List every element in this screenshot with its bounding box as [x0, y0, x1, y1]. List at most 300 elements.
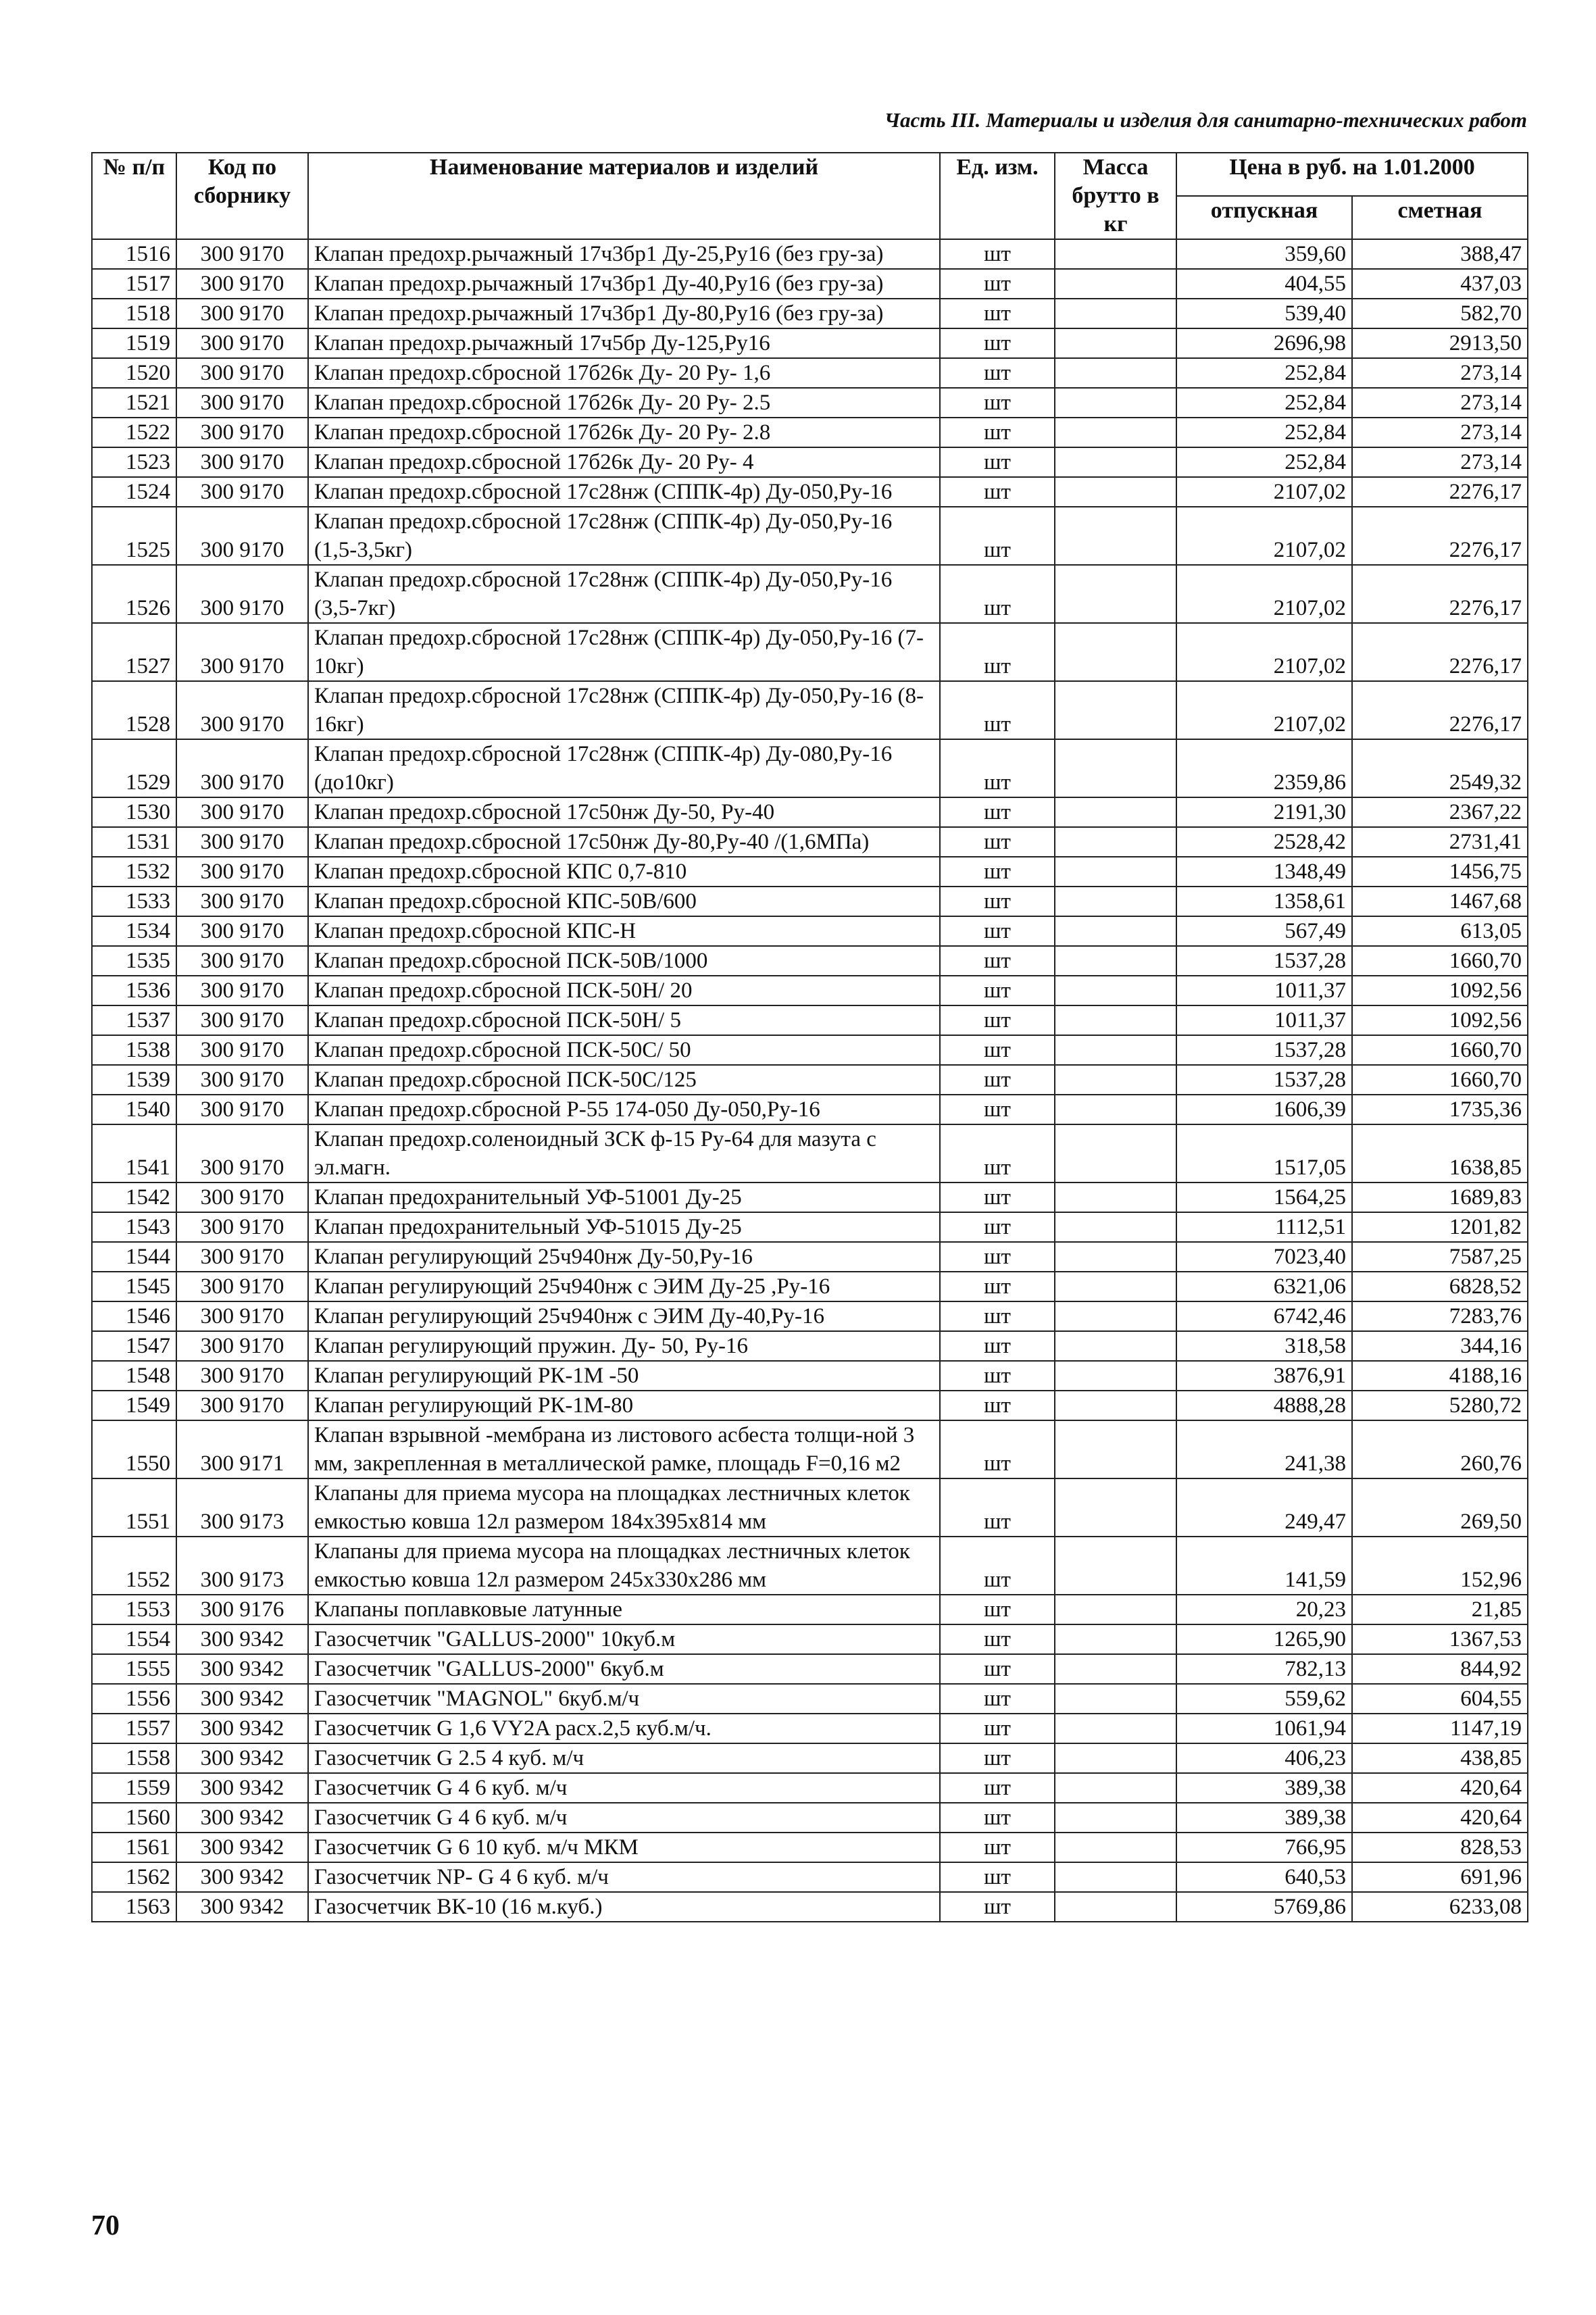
row-code: 300 9342	[176, 1833, 308, 1862]
table-header	[92, 153, 1528, 239]
row-number: 1559	[92, 1773, 176, 1803]
row-unit: шт	[940, 739, 1055, 797]
row-price-estimate: 7587,25	[1352, 1242, 1528, 1272]
table-row	[92, 1684, 1528, 1714]
row-price-release: 359,60	[1176, 239, 1352, 269]
row-code: 300 9171	[176, 1420, 308, 1478]
row-number: 1526	[92, 565, 176, 623]
row-name: Клапан предохр.рычажный 17ч3бр1 Ду-40,Ру16 (без гру-за)	[308, 269, 940, 299]
row-mass	[1055, 1272, 1176, 1301]
row-number: 1554	[92, 1624, 176, 1654]
table-row	[92, 976, 1528, 1005]
row-price-estimate: 420,64	[1352, 1803, 1528, 1833]
row-price-estimate: 273,14	[1352, 418, 1528, 447]
row-unit: шт	[940, 797, 1055, 827]
table-row	[92, 447, 1528, 477]
row-mass	[1055, 1654, 1176, 1684]
row-mass	[1055, 1391, 1176, 1420]
page-number: 70	[91, 2210, 120, 2241]
row-name: Клапан предохр.сбросной ПСК-50Н/ 20	[308, 976, 940, 1005]
row-name: Клапан предохр.сбросной 17с28нж (СППК-4р) Ду-050,Ру-16 (7-10кг)	[308, 623, 940, 681]
row-unit: шт	[940, 328, 1055, 358]
row-unit: шт	[940, 1714, 1055, 1743]
row-price-estimate: 273,14	[1352, 447, 1528, 477]
row-unit: шт	[940, 1065, 1055, 1095]
row-number: 1528	[92, 681, 176, 739]
row-name: Клапан предохр.сбросной 17с28нж (СППК-4р) Ду-080,Ру-16 (до10кг)	[308, 739, 940, 797]
row-number: 1527	[92, 623, 176, 681]
row-price-release: 1517,05	[1176, 1124, 1352, 1183]
row-mass	[1055, 1595, 1176, 1624]
row-mass	[1055, 447, 1176, 477]
row-unit: шт	[940, 1095, 1055, 1124]
row-code: 300 9170	[176, 1391, 308, 1420]
row-price-estimate: 844,92	[1352, 1654, 1528, 1684]
table-row	[92, 1331, 1528, 1361]
row-number: 1524	[92, 477, 176, 507]
row-name: Клапан предохр.сбросной 17с28нж (СППК-4р) Ду-050,Ру-16 (3,5-7кг)	[308, 565, 940, 623]
row-unit: шт	[940, 269, 1055, 299]
row-number: 1542	[92, 1183, 176, 1212]
row-mass	[1055, 1862, 1176, 1892]
row-price-estimate: 388,47	[1352, 239, 1528, 269]
row-mass	[1055, 1624, 1176, 1654]
table-row	[92, 797, 1528, 827]
row-name: Клапан предохр.сбросной 17б26к Ду- 20 Ру- 4	[308, 447, 940, 477]
row-unit: шт	[940, 1391, 1055, 1420]
row-code: 300 9170	[176, 1183, 308, 1212]
row-mass	[1055, 1803, 1176, 1833]
row-price-estimate: 1201,82	[1352, 1212, 1528, 1242]
row-price-estimate: 1660,70	[1352, 1035, 1528, 1065]
table-row	[92, 1654, 1528, 1684]
table-row	[92, 1478, 1528, 1537]
row-unit: шт	[940, 1862, 1055, 1892]
row-price-release: 389,38	[1176, 1773, 1352, 1803]
row-price-release: 640,53	[1176, 1862, 1352, 1892]
row-price-estimate: 1092,56	[1352, 976, 1528, 1005]
row-number: 1558	[92, 1743, 176, 1773]
row-number: 1520	[92, 358, 176, 388]
table-row	[92, 1833, 1528, 1862]
table-row	[92, 1862, 1528, 1892]
row-name: Клапан предохранительный УФ-51001 Ду-25	[308, 1183, 940, 1212]
row-mass	[1055, 565, 1176, 623]
row-price-estimate: 613,05	[1352, 916, 1528, 946]
row-code: 300 9170	[176, 507, 308, 565]
row-unit: шт	[940, 1331, 1055, 1361]
price-table	[91, 152, 1528, 1922]
row-price-release: 318,58	[1176, 1331, 1352, 1361]
table-row	[92, 1361, 1528, 1391]
row-code: 300 9170	[176, 1095, 308, 1124]
row-number: 1546	[92, 1301, 176, 1331]
table-row	[92, 1420, 1528, 1478]
row-price-release: 1564,25	[1176, 1183, 1352, 1212]
row-name: Клапан предохр.сбросной КПС-Н	[308, 916, 940, 946]
row-code: 300 9170	[176, 681, 308, 739]
row-number: 1517	[92, 269, 176, 299]
row-price-release: 1348,49	[1176, 857, 1352, 887]
row-unit: шт	[940, 358, 1055, 388]
row-price-estimate: 2367,22	[1352, 797, 1528, 827]
row-price-release: 1358,61	[1176, 887, 1352, 916]
row-code: 300 9170	[176, 299, 308, 328]
row-price-release: 7023,40	[1176, 1242, 1352, 1272]
row-price-release: 567,49	[1176, 916, 1352, 946]
row-unit: шт	[940, 623, 1055, 681]
row-mass	[1055, 946, 1176, 976]
row-price-estimate: 2913,50	[1352, 328, 1528, 358]
table-row	[92, 565, 1528, 623]
row-name: Газосчетчик "GALLUS-2000" 6куб.м	[308, 1654, 940, 1684]
row-mass	[1055, 1005, 1176, 1035]
table-row	[92, 1212, 1528, 1242]
row-number: 1553	[92, 1595, 176, 1624]
row-mass	[1055, 299, 1176, 328]
row-mass	[1055, 1301, 1176, 1331]
row-code: 300 9170	[176, 827, 308, 857]
row-price-estimate: 420,64	[1352, 1773, 1528, 1803]
row-price-release: 1606,39	[1176, 1095, 1352, 1124]
row-code: 300 9342	[176, 1743, 308, 1773]
row-number: 1533	[92, 887, 176, 916]
row-code: 300 9170	[176, 1301, 308, 1331]
row-number: 1523	[92, 447, 176, 477]
table-row	[92, 388, 1528, 418]
row-price-release: 6742,46	[1176, 1301, 1352, 1331]
row-unit: шт	[940, 1035, 1055, 1065]
row-mass	[1055, 1743, 1176, 1773]
row-unit: шт	[940, 1301, 1055, 1331]
row-number: 1555	[92, 1654, 176, 1684]
header-mass: Масса брутто в кг	[1055, 153, 1176, 239]
row-code: 300 9342	[176, 1773, 308, 1803]
row-number: 1543	[92, 1212, 176, 1242]
table-row	[92, 269, 1528, 299]
table-row	[92, 739, 1528, 797]
row-price-estimate: 437,03	[1352, 269, 1528, 299]
row-price-release: 2107,02	[1176, 507, 1352, 565]
row-price-estimate: 21,85	[1352, 1595, 1528, 1624]
row-price-release: 252,84	[1176, 418, 1352, 447]
row-name: Клапаны для приема мусора на площадках лестничных клеток емкостью ковша 12л размером 245х330х286 мм	[308, 1537, 940, 1595]
row-name: Клапан взрывной -мембрана из листового асбеста толщи-ной 3 мм, закрепленная в металлической рамке, площадь F=0,16 м2	[308, 1420, 940, 1478]
row-unit: шт	[940, 388, 1055, 418]
row-code: 300 9170	[176, 1242, 308, 1272]
row-number: 1549	[92, 1391, 176, 1420]
row-number: 1539	[92, 1065, 176, 1095]
table-row	[92, 1065, 1528, 1095]
row-price-estimate: 1735,36	[1352, 1095, 1528, 1124]
row-code: 300 9170	[176, 623, 308, 681]
row-name: Клапан предохр.сбросной КПС 0,7-810	[308, 857, 940, 887]
row-name: Клапан предохр.сбросной ПСК-50С/ 50	[308, 1035, 940, 1065]
row-price-estimate: 2276,17	[1352, 623, 1528, 681]
row-mass	[1055, 681, 1176, 739]
row-price-release: 1011,37	[1176, 976, 1352, 1005]
row-price-estimate: 260,76	[1352, 1420, 1528, 1478]
row-code: 300 9342	[176, 1892, 308, 1922]
row-unit: шт	[940, 1212, 1055, 1242]
row-price-estimate: 6233,08	[1352, 1892, 1528, 1922]
row-mass	[1055, 1212, 1176, 1242]
row-name: Клапан предохр.сбросной 17с50нж Ду-50, Ру-40	[308, 797, 940, 827]
row-name: Газосчетчик G 6 10 куб. м/ч МКМ	[308, 1833, 940, 1862]
row-name: Клапан предохр.сбросной ПСК-50С/125	[308, 1065, 940, 1095]
row-price-release: 404,55	[1176, 269, 1352, 299]
header-price-release: отпускная	[1176, 196, 1352, 239]
table-row	[92, 623, 1528, 681]
row-name: Клапан предохр.рычажный 17ч5бр Ду-125,Ру16	[308, 328, 940, 358]
row-unit: шт	[940, 1833, 1055, 1862]
row-price-release: 1265,90	[1176, 1624, 1352, 1654]
row-code: 300 9170	[176, 946, 308, 976]
row-name: Клапан регулирующий РК-1М -50	[308, 1361, 940, 1391]
row-number: 1541	[92, 1124, 176, 1183]
table-row	[92, 507, 1528, 565]
row-mass	[1055, 1684, 1176, 1714]
row-code: 300 9170	[176, 857, 308, 887]
row-mass	[1055, 739, 1176, 797]
row-price-release: 2528,42	[1176, 827, 1352, 857]
table-row	[92, 946, 1528, 976]
row-price-release: 3876,91	[1176, 1361, 1352, 1391]
header-num: № п/п	[92, 153, 176, 239]
table-row	[92, 1301, 1528, 1331]
row-number: 1552	[92, 1537, 176, 1595]
table-row	[92, 1803, 1528, 1833]
row-price-estimate: 828,53	[1352, 1833, 1528, 1862]
table-row	[92, 1095, 1528, 1124]
row-name: Клапан предохр.сбросной 17с28нж (СППК-4р) Ду-050,Ру-16	[308, 477, 940, 507]
header-unit: Ед. изм.	[940, 153, 1055, 239]
row-code: 300 9170	[176, 1065, 308, 1095]
table-row	[92, 1035, 1528, 1065]
row-mass	[1055, 1773, 1176, 1803]
table-body	[92, 239, 1528, 1922]
row-name: Клапан предохр.рычажный 17ч3бр1 Ду-80,Ру16 (без гру-за)	[308, 299, 940, 328]
row-price-estimate: 1456,75	[1352, 857, 1528, 887]
row-price-release: 1011,37	[1176, 1005, 1352, 1035]
row-code: 300 9170	[176, 1272, 308, 1301]
row-code: 300 9170	[176, 887, 308, 916]
table-row	[92, 827, 1528, 857]
row-name: Клапан регулирующий 25ч940нж с ЭИМ Ду-40,Ру-16	[308, 1301, 940, 1331]
row-code: 300 9170	[176, 916, 308, 946]
row-number: 1548	[92, 1361, 176, 1391]
row-price-release: 1537,28	[1176, 946, 1352, 976]
row-code: 300 9173	[176, 1478, 308, 1537]
row-price-estimate: 7283,76	[1352, 1301, 1528, 1331]
row-price-release: 241,38	[1176, 1420, 1352, 1478]
row-code: 300 9170	[176, 1331, 308, 1361]
row-mass	[1055, 797, 1176, 827]
row-name: Газосчетчик G 1,6 VY2A расх.2,5 куб.м/ч.	[308, 1714, 940, 1743]
row-mass	[1055, 1095, 1176, 1124]
row-code: 300 9170	[176, 797, 308, 827]
table-row	[92, 1272, 1528, 1301]
row-price-release: 2359,86	[1176, 739, 1352, 797]
row-mass	[1055, 1065, 1176, 1095]
row-mass	[1055, 976, 1176, 1005]
row-number: 1551	[92, 1478, 176, 1537]
row-price-estimate: 2549,32	[1352, 739, 1528, 797]
row-number: 1530	[92, 797, 176, 827]
table-row	[92, 1183, 1528, 1212]
row-price-estimate: 273,14	[1352, 358, 1528, 388]
row-price-release: 2696,98	[1176, 328, 1352, 358]
row-mass	[1055, 388, 1176, 418]
row-number: 1562	[92, 1862, 176, 1892]
table-row	[92, 418, 1528, 447]
row-price-release: 2107,02	[1176, 565, 1352, 623]
row-mass	[1055, 358, 1176, 388]
row-mass	[1055, 1035, 1176, 1065]
table-row	[92, 477, 1528, 507]
table-row	[92, 1743, 1528, 1773]
table-row	[92, 1537, 1528, 1595]
row-number: 1563	[92, 1892, 176, 1922]
row-code: 300 9170	[176, 1035, 308, 1065]
row-name: Клапаны для приема мусора на площадках лестничных клеток емкостью ковша 12л размером 184х395х814 мм	[308, 1478, 940, 1537]
row-price-release: 5769,86	[1176, 1892, 1352, 1922]
row-mass	[1055, 239, 1176, 269]
row-name: Газосчетчик "MAGNOL" 6куб.м/ч	[308, 1684, 940, 1714]
row-price-estimate: 438,85	[1352, 1743, 1528, 1773]
table-row	[92, 1124, 1528, 1183]
table-row	[92, 1242, 1528, 1272]
row-price-estimate: 5280,72	[1352, 1391, 1528, 1420]
row-number: 1532	[92, 857, 176, 887]
table-row	[92, 358, 1528, 388]
row-price-release: 252,84	[1176, 447, 1352, 477]
row-name: Клапан предохр.сбросной КПС-50В/600	[308, 887, 940, 916]
row-price-release: 4888,28	[1176, 1391, 1352, 1420]
row-mass	[1055, 623, 1176, 681]
row-code: 300 9170	[176, 739, 308, 797]
row-code: 300 9170	[176, 418, 308, 447]
row-price-estimate: 152,96	[1352, 1537, 1528, 1595]
row-name: Клапан предохр.сбросной 17б26к Ду- 20 Ру- 2.8	[308, 418, 940, 447]
row-price-release: 2107,02	[1176, 477, 1352, 507]
row-unit: шт	[940, 1537, 1055, 1595]
row-price-release: 2107,02	[1176, 681, 1352, 739]
row-mass	[1055, 827, 1176, 857]
row-unit: шт	[940, 1242, 1055, 1272]
row-price-estimate: 273,14	[1352, 388, 1528, 418]
row-number: 1540	[92, 1095, 176, 1124]
row-code: 300 9342	[176, 1624, 308, 1654]
row-code: 300 9342	[176, 1862, 308, 1892]
row-price-estimate: 6828,52	[1352, 1272, 1528, 1301]
row-unit: шт	[940, 1595, 1055, 1624]
row-name: Клапан регулирующий РК-1М-80	[308, 1391, 940, 1420]
row-price-estimate: 1147,19	[1352, 1714, 1528, 1743]
row-number: 1518	[92, 299, 176, 328]
row-unit: шт	[940, 1183, 1055, 1212]
row-code: 300 9170	[176, 976, 308, 1005]
row-price-estimate: 691,96	[1352, 1862, 1528, 1892]
row-name: Клапан предохр.сбросной 17с50нж Ду-80,Ру-40 /(1,6МПа)	[308, 827, 940, 857]
row-price-release: 406,23	[1176, 1743, 1352, 1773]
row-name: Клапан предохр.соленоидный ЗСК ф-15 Ру-64 для мазута с эл.магн.	[308, 1124, 940, 1183]
row-number: 1521	[92, 388, 176, 418]
row-price-estimate: 1689,83	[1352, 1183, 1528, 1212]
row-name: Газосчетчик G 4 6 куб. м/ч	[308, 1773, 940, 1803]
row-price-estimate: 1660,70	[1352, 1065, 1528, 1095]
row-unit: шт	[940, 507, 1055, 565]
row-name: Клапан предохр.сбросной ПСК-50Н/ 5	[308, 1005, 940, 1035]
row-price-estimate: 269,50	[1352, 1478, 1528, 1537]
row-unit: шт	[940, 447, 1055, 477]
row-number: 1519	[92, 328, 176, 358]
row-unit: шт	[940, 565, 1055, 623]
row-number: 1516	[92, 239, 176, 269]
row-price-estimate: 1092,56	[1352, 1005, 1528, 1035]
row-mass	[1055, 507, 1176, 565]
table-row	[92, 887, 1528, 916]
row-price-release: 2107,02	[1176, 623, 1352, 681]
row-unit: шт	[940, 477, 1055, 507]
row-code: 300 9170	[176, 1212, 308, 1242]
row-unit: шт	[940, 1005, 1055, 1035]
row-number: 1561	[92, 1833, 176, 1862]
table-row	[92, 328, 1528, 358]
row-code: 300 9170	[176, 358, 308, 388]
row-unit: шт	[940, 916, 1055, 946]
row-price-release: 249,47	[1176, 1478, 1352, 1537]
row-mass	[1055, 1124, 1176, 1183]
table-row	[92, 1391, 1528, 1420]
row-unit: шт	[940, 681, 1055, 739]
row-code: 300 9176	[176, 1595, 308, 1624]
row-price-estimate: 1367,53	[1352, 1624, 1528, 1654]
table-row	[92, 681, 1528, 739]
row-unit: шт	[940, 1892, 1055, 1922]
row-name: Газосчетчик G 4 6 куб. м/ч	[308, 1803, 940, 1833]
row-price-release: 766,95	[1176, 1833, 1352, 1862]
row-mass	[1055, 418, 1176, 447]
row-mass	[1055, 916, 1176, 946]
row-name: Газосчетчик G 2.5 4 куб. м/ч	[308, 1743, 940, 1773]
row-number: 1525	[92, 507, 176, 565]
row-unit: шт	[940, 976, 1055, 1005]
row-number: 1556	[92, 1684, 176, 1714]
row-unit: шт	[940, 299, 1055, 328]
row-code: 300 9170	[176, 269, 308, 299]
row-price-release: 1112,51	[1176, 1212, 1352, 1242]
row-mass	[1055, 269, 1176, 299]
table-row	[92, 1595, 1528, 1624]
row-unit: шт	[940, 1654, 1055, 1684]
row-price-release: 1537,28	[1176, 1065, 1352, 1095]
row-number: 1544	[92, 1242, 176, 1272]
row-number: 1550	[92, 1420, 176, 1478]
row-code: 300 9170	[176, 1005, 308, 1035]
row-price-release: 20,23	[1176, 1595, 1352, 1624]
row-mass	[1055, 1242, 1176, 1272]
row-price-release: 252,84	[1176, 388, 1352, 418]
row-unit: шт	[940, 887, 1055, 916]
row-unit: шт	[940, 1803, 1055, 1833]
header-name: Наименование материалов и изделий	[308, 153, 940, 239]
row-price-estimate: 2276,17	[1352, 507, 1528, 565]
row-price-release: 782,13	[1176, 1654, 1352, 1684]
row-code: 300 9342	[176, 1714, 308, 1743]
row-unit: шт	[940, 1420, 1055, 1478]
row-name: Клапан предохр.сбросной 17б26к Ду- 20 Ру- 2.5	[308, 388, 940, 418]
